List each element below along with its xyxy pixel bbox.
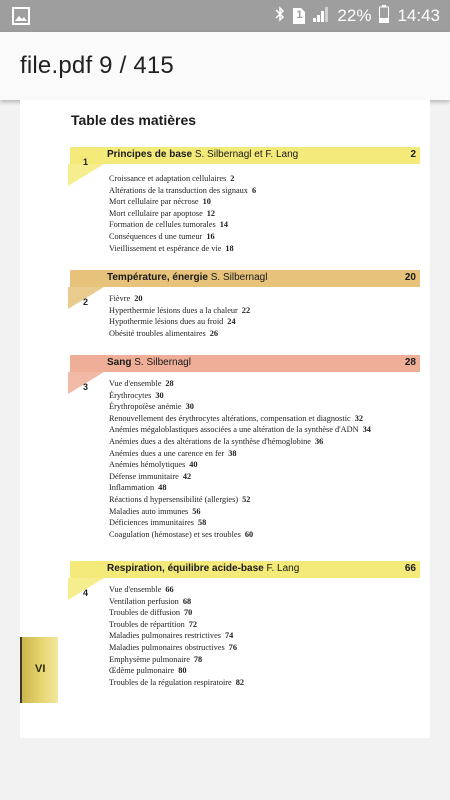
toc-entry-page: 30 [155, 390, 164, 400]
toc-heading: Table des matières [71, 112, 197, 128]
toc-entry-text: Érythropoïèse anémie [109, 402, 182, 412]
toc-entry[interactable] [109, 196, 256, 208]
toc-entry-page: 12 [206, 208, 216, 218]
toc-entry-text: Mort cellulaire par apoptose [109, 208, 203, 218]
toc-entry[interactable] [109, 208, 256, 220]
toc-entry[interactable] [109, 654, 244, 666]
toc-entry-text: Troubles de diffusion [109, 608, 180, 618]
toc-entry-page: 74 [224, 631, 234, 641]
toc-entry-page: 30 [185, 402, 194, 412]
toc-entry-text: Déficiences immunitaires [109, 518, 195, 528]
toc-entry-page: 42 [182, 471, 192, 481]
pdf-page[interactable] [20, 100, 430, 738]
toc-entry-page: 68 [182, 596, 192, 606]
bluetooth-icon [275, 6, 285, 27]
toc-entry[interactable] [109, 482, 371, 494]
section-page-number: 2 [410, 149, 416, 160]
toc-entry-text: Anémies hémolytiques [109, 460, 186, 470]
toc-entry-page: 78 [193, 654, 203, 664]
toc-entry-page: 58 [198, 518, 207, 528]
section-title: Sang [107, 357, 132, 368]
section-page-number: 66 [404, 563, 416, 574]
toc-entry[interactable] [109, 607, 244, 619]
battery-icon [379, 5, 389, 28]
section-header-bar[interactable] [70, 355, 420, 372]
toc-entry-text: Maladies pulmonaires restrictives [109, 631, 221, 641]
toc-entry[interactable] [109, 677, 244, 689]
toc-entry[interactable] [109, 584, 244, 596]
toc-entry-text: Vieillissement et espérance de vie [109, 243, 222, 253]
toc-entry-text: Coagulation (hémostase) et ses troubles [109, 529, 241, 539]
toc-entry[interactable] [109, 459, 371, 471]
section-title: Respiration, équilibre acide-base [107, 563, 264, 574]
side-tab-label: VI [35, 663, 46, 675]
toc-entry-text: Maladies pulmonaires obstructives [109, 642, 225, 652]
section-page-number: 28 [404, 357, 416, 368]
toc-entry[interactable] [109, 630, 244, 642]
battery-percent: 22% [337, 6, 372, 25]
toc-entry-text: Vue d'ensemble [109, 379, 162, 388]
toc-entry-text: Troubles de la régulation respiratoire [109, 677, 232, 687]
toc-entry-page: 70 [184, 608, 193, 618]
signal-icon [313, 6, 329, 27]
toc-entry-text: Emphysème pulmonaire [109, 654, 190, 664]
section-title: Température, énergie [107, 272, 208, 283]
toc-entry[interactable] [109, 642, 244, 654]
toc-entry-text: Croissance et adaptation cellulaires [109, 174, 227, 183]
section-authors: S. Silbernagl et F. Lang [194, 149, 299, 160]
toc-entry-page: 10 [202, 197, 211, 207]
toc-entry[interactable] [109, 173, 256, 185]
toc-entry-text: Altérations de la transduction des signaux [109, 185, 248, 195]
app-bar [0, 32, 450, 100]
toc-entry[interactable] [109, 436, 371, 448]
toc-entry-text: Fièvre [109, 294, 131, 303]
section-entries [109, 173, 256, 254]
section-number: 4 [83, 588, 89, 598]
toc-entry-page: 22 [241, 305, 251, 315]
toc-entry[interactable] [109, 517, 371, 529]
side-tab-edge [20, 637, 22, 703]
toc-entry-text: Anémies mégaloblastiques associées a une altération de la synthèse d'ADN [109, 425, 359, 435]
section-number: 2 [83, 297, 89, 307]
section-entries [109, 378, 371, 540]
toc-entry[interactable] [109, 219, 256, 231]
toc-entry[interactable] [109, 305, 250, 317]
toc-entry-page: 6 [251, 185, 257, 195]
clock: 14:43 [397, 6, 440, 25]
section-title: Principes de base [107, 149, 193, 160]
toc-entry[interactable] [109, 293, 250, 305]
section-number: 1 [83, 157, 89, 167]
toc-entry-page: 18 [225, 243, 234, 253]
screenshot-icon [12, 7, 30, 25]
document-title: file.pdf 9 / 415 [20, 52, 174, 79]
toc-entry-page: 34 [362, 425, 371, 435]
toc-entry-text: Formation de cellules tumorales [109, 220, 216, 230]
section-heading [107, 563, 299, 574]
sim-icon [293, 8, 305, 24]
toc-entry-text: Hyperthermie lésions dues a la chaleur [109, 305, 238, 315]
section-tab-shape [68, 164, 104, 186]
toc-entry-text: Obésité troubles alimentaires [109, 328, 206, 338]
toc-entry-page: 56 [192, 506, 201, 516]
section-entries [109, 293, 250, 339]
side-tab [20, 637, 58, 703]
section-authors: S. Silbernagl [210, 272, 268, 283]
toc-entry-text: Maladies auto immunes [109, 506, 189, 516]
toc-entry[interactable] [109, 185, 256, 197]
toc-entry-page: 80 [178, 666, 187, 676]
toc-entry-text: Troubles de répartition [109, 619, 185, 629]
toc-entry-page: 52 [242, 494, 251, 504]
toc-entry-page: 28 [165, 379, 174, 388]
section-header-bar[interactable] [70, 270, 420, 287]
toc-entry[interactable] [109, 328, 250, 340]
toc-entry-text: Vue d'ensemble [109, 585, 162, 594]
toc-entry-text: Renouvellement des érythrocytes altérations, compensation et diagnostic [109, 413, 351, 423]
toc-entry[interactable] [109, 413, 371, 425]
toc-entry-text: Conséquences d une tumeur [109, 231, 203, 241]
toc-entry-page: 60 [244, 529, 254, 539]
section-authors: F. Lang [266, 563, 300, 574]
section-page-number: 20 [404, 272, 416, 283]
toc-entry-page: 36 [314, 436, 324, 446]
toc-entry[interactable] [109, 529, 371, 541]
toc-entry-text: Anémies dues a des altérations de la synthèse d'hémoglobine [109, 436, 311, 446]
toc-entry-text: Défense immunitaire [109, 471, 179, 481]
toc-entry[interactable] [109, 424, 371, 436]
toc-entry-page: 14 [219, 220, 228, 230]
toc-entry-text: Inflammation [109, 483, 155, 493]
toc-entry[interactable] [109, 378, 371, 390]
section-heading [107, 149, 298, 160]
section-header-bar[interactable] [70, 147, 420, 164]
toc-entry-text: Érythrocytes [109, 390, 152, 400]
toc-entry-page: 38 [228, 448, 237, 458]
toc-entry-text: Mort cellulaire par nécrose [109, 197, 199, 207]
section-heading [107, 272, 267, 283]
section-heading [107, 357, 191, 368]
toc-entry[interactable] [109, 619, 244, 631]
toc-entry[interactable] [109, 596, 244, 608]
toc-entry-page: 16 [206, 231, 215, 241]
toc-entry-text: Œdème pulmonaire [109, 666, 175, 676]
section-authors: S. Silbernagl [134, 357, 191, 368]
toc-entry[interactable] [109, 390, 371, 402]
toc-entry-page: 32 [354, 413, 363, 423]
toc-entry[interactable] [109, 231, 256, 243]
toc-entry-page: 66 [165, 585, 174, 594]
toc-entry-page: 26 [209, 328, 219, 338]
toc-entry-page: 40 [189, 460, 198, 470]
toc-entry-text: Hypothermie lésions dues au froid [109, 317, 224, 327]
toc-entry-text: Ventilation perfusion [109, 596, 179, 606]
toc-entry[interactable] [109, 494, 371, 506]
toc-entry-text: Anémies dues a une carence en fer [109, 448, 225, 458]
toc-entry[interactable] [109, 448, 371, 460]
status-bar [0, 0, 450, 32]
toc-entry-page: 48 [158, 483, 167, 493]
toc-entry-page: 24 [227, 317, 236, 327]
sim-label: 1 [296, 9, 303, 21]
toc-entry-page: 82 [235, 677, 245, 687]
toc-entry[interactable] [109, 243, 256, 255]
toc-entry[interactable] [109, 401, 371, 413]
toc-entry-page: 20 [134, 294, 143, 303]
toc-entry[interactable] [109, 665, 244, 677]
toc-entry-page: 76 [228, 642, 237, 652]
toc-entry[interactable] [109, 316, 250, 328]
section-header-bar[interactable] [70, 561, 420, 578]
toc-entry-text: Réactions d hypersensibilité (allergies) [109, 494, 239, 504]
toc-entry-page: 2 [230, 174, 235, 183]
toc-entry[interactable] [109, 506, 371, 518]
section-number: 3 [83, 382, 89, 392]
section-entries [109, 584, 244, 688]
toc-entry[interactable] [109, 471, 371, 483]
toc-entry-page: 72 [188, 619, 198, 629]
